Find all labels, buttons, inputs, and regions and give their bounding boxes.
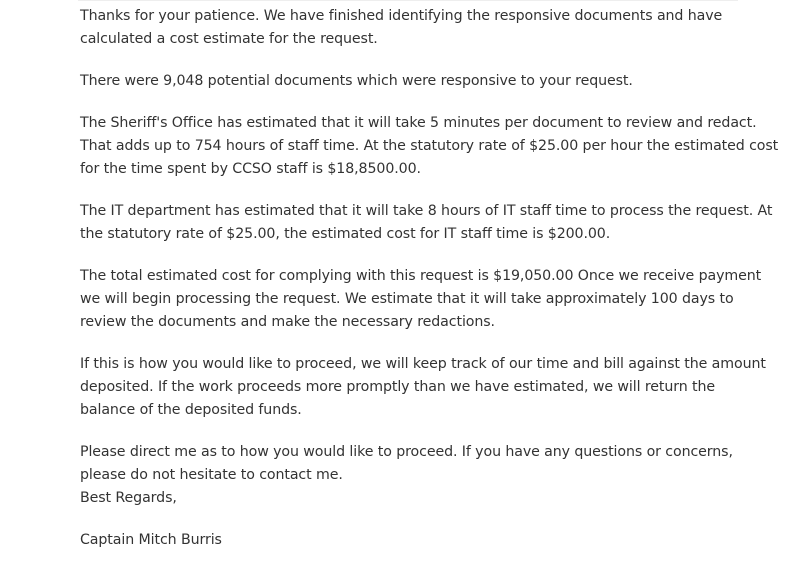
paragraph-closing (80, 441, 740, 510)
text-line: deposited. If the work proceeds more promptly than we have estimated, we will return the (80, 379, 715, 395)
sign-off: Best Regards, (80, 490, 177, 506)
paragraph-greeting (80, 5, 740, 51)
text-line: we will begin processing the request. We estimate that it will take approximately 100 days to (80, 291, 734, 307)
text-line: If this is how you would like to proceed, we will keep track of our time and bill against the amount (80, 356, 766, 372)
text-line: The IT department has estimated that it will take 8 hours of IT staff time to process the request. At (80, 203, 773, 219)
text-line: calculated a cost estimate for the request. (80, 31, 378, 47)
paragraph-sheriff-estimate (80, 112, 779, 181)
text-line: for the time spent by CCSO staff is $18,8500.00. (80, 161, 421, 177)
text-line: the statutory rate of $25.00, the estimated cost for IT staff time is $200.00. (80, 226, 611, 242)
top-divider (78, 0, 738, 1)
text-line: The total estimated cost for complying with this request is $19,050.00 Once we receive payment (80, 268, 762, 284)
message-body (80, 5, 779, 571)
paragraph-document-count (80, 70, 740, 93)
text-line: Thanks for your patience. We have finished identifying the responsive documents and have (80, 8, 723, 24)
paragraph-proceed-terms (80, 353, 766, 422)
text-line: That adds up to 754 hours of staff time. At the statutory rate of $25.00 per hour the estimated cost (80, 138, 779, 154)
text-line: please do not hesitate to contact me. (80, 467, 343, 483)
paragraph-total-cost (80, 265, 762, 334)
text-line: balance of the deposited funds. (80, 402, 302, 418)
text-line: review the documents and make the necessary redactions. (80, 314, 495, 330)
text-line: The Sheriff's Office has estimated that it will take 5 minutes per document to review and redact. (80, 115, 757, 131)
paragraph-it-estimate (80, 200, 773, 246)
signature-name: Captain Mitch Burris (80, 532, 222, 548)
text-line: There were 9,048 potential documents which were responsive to your request. (80, 73, 633, 89)
text-line: Please direct me as to how you would like to proceed. If you have any questions or concerns, (80, 444, 733, 460)
